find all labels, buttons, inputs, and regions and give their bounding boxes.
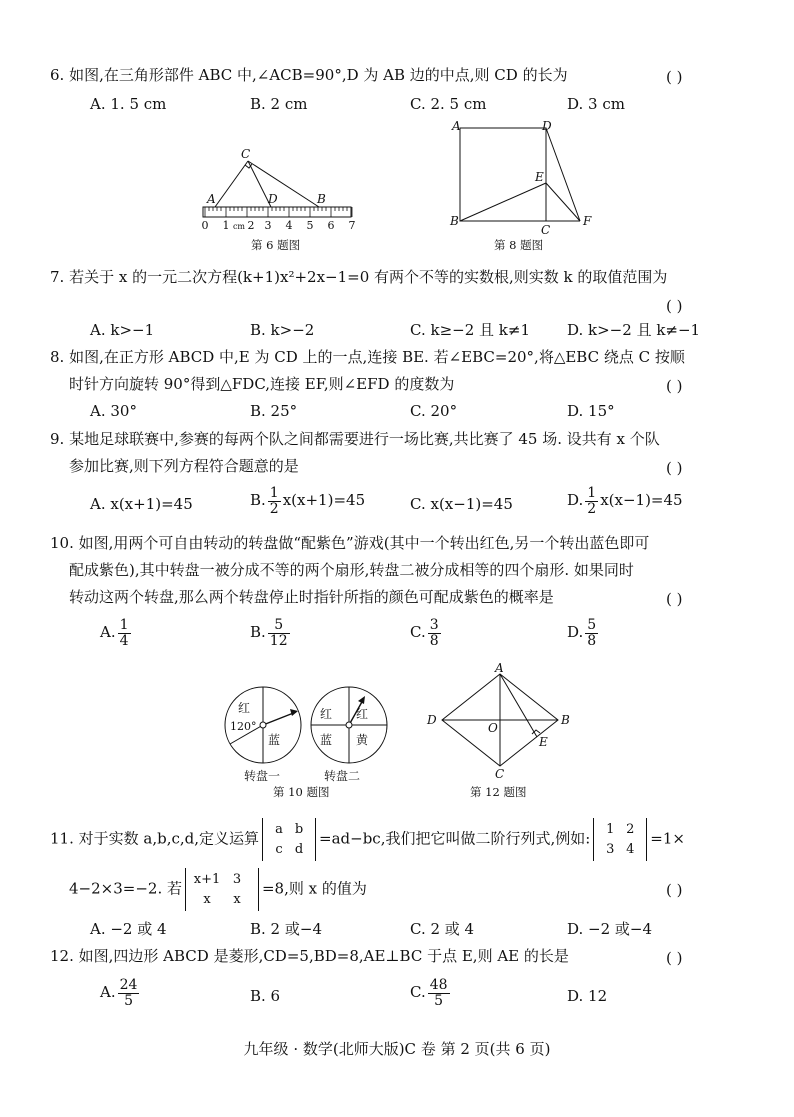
q10-option-c-fraction: [428, 618, 441, 648]
spinner-one-red-label: 红: [238, 701, 251, 715]
ruler-label-5: 5: [306, 219, 314, 232]
q11-stem-c: =1×: [650, 829, 685, 848]
fraction-denominator: 8: [587, 632, 597, 649]
spinner-two-name: 转盘二: [324, 769, 361, 783]
segment-be: [460, 183, 546, 221]
q11-stem-e: =8,则 x 的值为: [261, 879, 367, 898]
q7-option-c: C. k≥−2 且 k≠1: [410, 321, 530, 339]
q7-option-d: D. k>−2 且 k≠−1: [567, 321, 701, 339]
fraction-denominator: 2: [269, 500, 279, 517]
spinner-one-arrowhead: [290, 709, 298, 716]
fraction-numerator: 3: [429, 617, 439, 633]
q10-option-d-fraction: [585, 618, 598, 648]
fraction-denominator: 12: [269, 632, 288, 649]
fraction-numerator: 48: [429, 977, 448, 993]
det-entry: x: [233, 891, 241, 907]
point-a: A: [207, 192, 216, 206]
det-entry: c: [275, 841, 283, 857]
point-d: D: [542, 119, 552, 133]
point-e: E: [535, 170, 544, 184]
q10-option-d: [567, 618, 600, 648]
det-entry: 3: [232, 872, 242, 887]
q9-answer-paren: ( ): [666, 459, 683, 477]
fraction-denominator: 8: [429, 632, 439, 649]
det-entry: d: [294, 841, 304, 857]
q11-stem-line1: [50, 818, 685, 861]
ruler-label-cm: cm: [232, 222, 246, 231]
q10-option-b-label: B.: [250, 623, 266, 642]
spinner-one-pointer: [263, 712, 296, 725]
q8-caption: 第 8 题图: [494, 238, 544, 252]
q11-option-b: B. 2 或−4: [250, 920, 322, 938]
q9-option-d: [567, 486, 683, 516]
q9-option-d-fraction: [585, 486, 598, 516]
figure-q12: [425, 662, 585, 780]
fraction-numerator: 1: [587, 485, 597, 501]
ruler-label-6: 6: [327, 219, 335, 232]
q9-option-c: C. x(x−1)=45: [410, 495, 513, 513]
point-o: O: [488, 721, 498, 735]
q9-option-b-label: B.: [250, 491, 266, 510]
q7-answer-paren: ( ): [666, 297, 683, 315]
q6-option-c: C. 2. 5 cm: [410, 95, 487, 113]
figure-q6: [195, 145, 365, 250]
spinner-two-q2-label: 红: [356, 707, 369, 721]
q10-stem-line2: 配成紫色),其中转盘一被分成不等的两个扇形,转盘二被分成相等的四个扇形. 如果同时: [69, 561, 634, 579]
q6-option-a: A. 1. 5 cm: [90, 95, 167, 113]
q12-option-b: B. 6: [250, 987, 281, 1005]
q11-option-d: D. −2 或−4: [567, 920, 653, 938]
q11-option-a: A. −2 或 4: [90, 920, 167, 938]
ruler-ticks: [205, 207, 352, 217]
q10-caption: 第 10 题图: [273, 785, 330, 799]
point-c: C: [495, 767, 505, 780]
q9-option-b-expr: x(x+1)=45: [282, 491, 366, 510]
fraction-denominator: 2: [587, 500, 597, 517]
fraction-numerator: 1: [269, 485, 279, 501]
q8-option-b: B. 25°: [250, 402, 298, 420]
q9-option-d-expr: x(x−1)=45: [600, 491, 683, 510]
point-e: E: [539, 735, 548, 749]
square-abcd: [460, 128, 546, 221]
fraction-denominator: 5: [124, 992, 133, 1009]
q11-stem-b: =ad−bc,我们把它叫做二阶行列式,例如:: [319, 829, 591, 848]
q9-option-b: [250, 486, 365, 516]
q8-option-c: C. 20°: [410, 402, 458, 420]
spinner-one-angle-label: 120°: [230, 720, 257, 733]
spinner-two-q4-label: 黄: [356, 733, 369, 747]
segment-cb: [248, 161, 319, 207]
q8-stem-line2: 时针方向旋转 90°得到△FDC,连接 EF,则∠EFD 的度数为: [69, 375, 455, 393]
q12-stem: 12. 如图,四边形 ABCD 是菱形,CD=5,BD=8,AE⊥BC 于点 E,则 AE 的长是: [50, 947, 569, 965]
q12-answer-paren: ( ): [666, 949, 683, 967]
segment-ac: [215, 161, 248, 207]
segment-ef: [546, 183, 580, 221]
q9-stem-line1: 9. 某地足球联赛中,参赛的每两个队之间都需要进行一场比赛,共比赛了 45 场. 设共有 x 个队: [50, 430, 660, 448]
q12-caption: 第 12 题图: [470, 785, 527, 799]
q9-option-d-label: D.: [567, 491, 584, 510]
spinner-two-q1-label: 红: [320, 707, 333, 721]
spinner-one-blue-label: 蓝: [268, 733, 281, 747]
q10-option-a-fraction: [118, 618, 131, 648]
point-c: C: [241, 147, 251, 161]
q11-stem-line2: [69, 868, 367, 911]
q7-option-a: A. k>−1: [90, 321, 155, 339]
q10-option-b-fraction: [268, 618, 290, 648]
det-entry: x: [203, 891, 211, 907]
det-entry: x+1: [193, 872, 221, 887]
spinner-one-hub: [260, 722, 266, 728]
q10-option-c-label: C.: [410, 623, 426, 642]
q11-determinant-definition: [262, 818, 316, 861]
point-a: A: [452, 119, 461, 133]
spinner-one-name: 转盘一: [244, 769, 281, 783]
q8-option-d: D. 15°: [567, 402, 615, 420]
q9-stem-line2: 参加比赛,则下列方程符合题意的是: [69, 457, 299, 475]
ruler-label-1: 1: [222, 219, 230, 232]
point-a: A: [495, 662, 504, 675]
det-entry: 3: [606, 841, 615, 857]
q12-option-a-fraction: [118, 978, 140, 1008]
det-entry: a: [275, 822, 283, 837]
q8-stem-line1: 8. 如图,在正方形 ABCD 中,E 为 CD 上的一点,连接 BE. 若∠EBC=20°,将△EBC 绕点 C 按顺: [50, 348, 685, 366]
q12-option-c-label: C.: [410, 983, 426, 1002]
ruler-label-0: 0: [201, 219, 209, 232]
point-b: B: [317, 192, 326, 206]
ruler-label-4: 4: [285, 219, 293, 232]
q12-option-d: D. 12: [567, 987, 608, 1005]
q10-answer-paren: ( ): [666, 590, 683, 608]
point-d: D: [427, 713, 437, 727]
det-entry: b: [294, 822, 304, 837]
q12-option-a-label: A.: [100, 983, 116, 1002]
point-c: C: [541, 223, 551, 237]
point-b: B: [450, 214, 459, 228]
fraction-numerator: 1: [119, 617, 129, 633]
q11-stem-d: 4−2×3=−2. 若: [69, 879, 182, 898]
ruler-label-7: 7: [348, 219, 356, 232]
fraction-numerator: 5: [268, 618, 290, 634]
q6-answer-paren: ( ): [666, 68, 683, 86]
fraction-numerator: 5: [587, 617, 597, 633]
q9-option-b-fraction: [268, 486, 281, 516]
q10-option-d-label: D.: [567, 623, 584, 642]
q10-option-b: [250, 618, 292, 648]
q10-stem-line1: 10. 如图,用两个可自由转动的转盘做“配紫色”游戏(其中一个转出红色,另一个转出蓝色即可: [50, 534, 650, 552]
q7-option-b: B. k>−2: [250, 321, 315, 339]
q10-option-a: [100, 618, 133, 648]
det-entry: 1: [606, 822, 615, 837]
point-b: B: [561, 713, 570, 727]
figure-q10: [218, 680, 398, 795]
fraction-denominator: 4: [119, 632, 129, 649]
q11-stem-a: 11. 对于实数 a,b,c,d,定义运算: [50, 829, 260, 848]
q8-option-a: A. 30°: [90, 402, 137, 420]
point-d: D: [268, 192, 278, 206]
segment-ae: [500, 674, 537, 737]
q6-stem: 6. 如图,在三角形部件 ABC 中,∠ACB=90°,D 为 AB 边的中点,则 CD 的长为: [50, 66, 568, 84]
fraction-denominator: 5: [434, 992, 444, 1009]
q11-answer-paren: ( ): [666, 881, 683, 899]
q10-option-a-label: A.: [100, 623, 116, 642]
q6-caption: 第 6 题图: [251, 238, 301, 252]
ruler-label-2: 2: [247, 219, 255, 232]
q11-determinant-example: [593, 818, 647, 861]
spinner-two-q3-label: 蓝: [320, 733, 333, 747]
page-footer: 九年级 · 数学(北师大版)C 卷 第 2 页(共 6 页): [243, 1040, 551, 1058]
q11-determinant-equation: [185, 868, 259, 911]
q11-option-c: C. 2 或 4: [410, 920, 475, 938]
spinner-two-hub: [346, 722, 352, 728]
q12-option-c: [410, 978, 452, 1008]
q12-option-c-fraction: [428, 978, 450, 1008]
q8-answer-paren: ( ): [666, 377, 683, 395]
det-entry: 2: [626, 822, 635, 837]
q6-option-d: D. 3 cm: [567, 95, 625, 113]
q12-option-a: [100, 978, 141, 1008]
det-entry: 4: [626, 841, 635, 857]
q10-stem-line3: 转动这两个转盘,那么两个转盘停止时指针所指的颜色可配成紫色的概率是: [69, 588, 554, 606]
fraction-numerator: 24: [119, 977, 138, 993]
q10-option-c: [410, 618, 443, 648]
point-f: F: [583, 214, 592, 228]
figure-q8: [440, 118, 600, 240]
q9-option-a: A. x(x+1)=45: [90, 495, 193, 513]
q7-stem: 7. 若关于 x 的一元二次方程(k+1)x²+2x−1=0 有两个不等的实数根,则实数 k 的取值范围为: [50, 268, 668, 286]
q6-option-b: B. 2 cm: [250, 95, 308, 113]
segment-df: [546, 128, 580, 221]
ruler-label-3: 3: [264, 219, 272, 232]
